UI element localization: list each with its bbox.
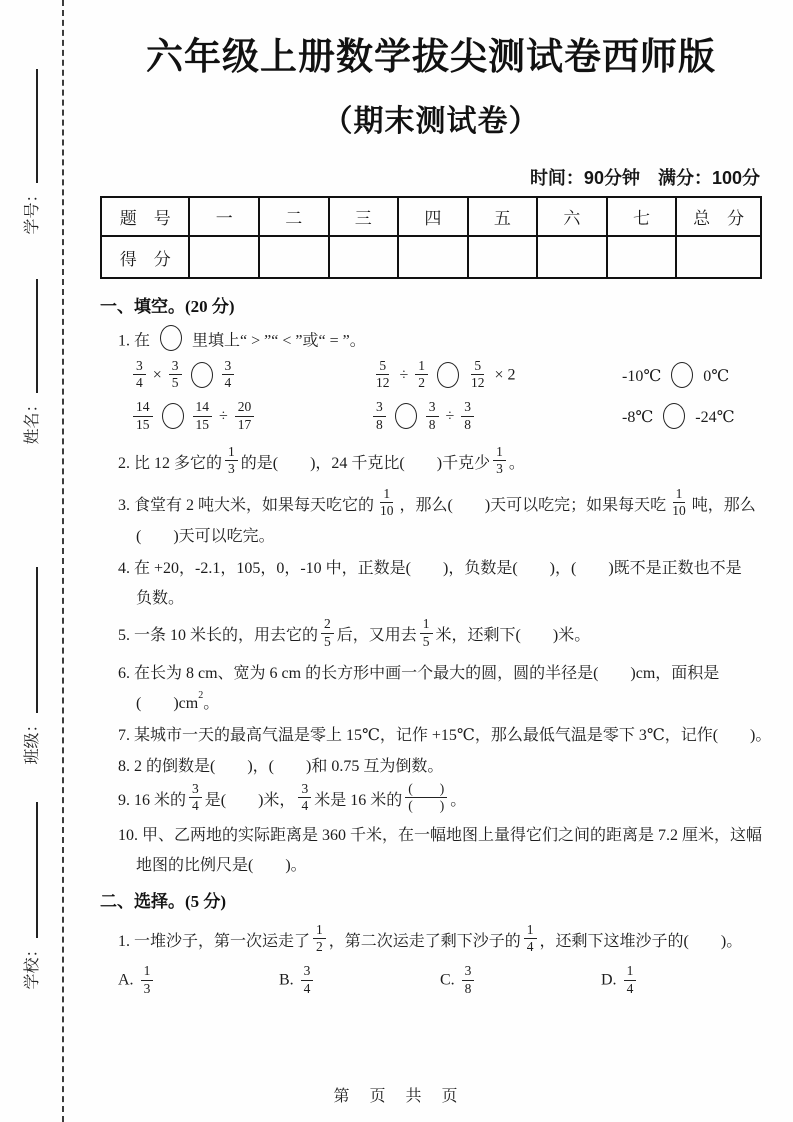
fraction <box>373 359 393 390</box>
answer-circle <box>191 362 213 388</box>
score-cell <box>259 236 329 278</box>
score-table <box>100 196 762 279</box>
fraction-numerator: 3 <box>169 359 182 375</box>
fraction <box>426 400 439 431</box>
answer-circle <box>395 403 417 429</box>
fraction-denominator: 4 <box>136 375 143 391</box>
text-run: 米，还剩下( )米。 <box>435 627 591 645</box>
fraction <box>377 487 397 518</box>
text-run: 10. 甲、乙两地的实际距离是 360 千米，在一幅地图上量得它们之间的距离是 7.2 厘米，这幅 <box>118 827 763 845</box>
fraction <box>235 400 255 431</box>
fraction-numerator: 1 <box>415 359 428 375</box>
fraction <box>405 782 447 813</box>
answer-circle <box>437 362 459 388</box>
fraction-denominator: 3 <box>228 460 235 476</box>
fraction-denominator: 12 <box>471 375 485 391</box>
score-cell <box>607 236 677 278</box>
text-run: 里填上“ > ”“ < ”或“ = ”。 <box>188 332 366 350</box>
fraction-numerator: 1 <box>141 964 154 980</box>
fraction <box>461 400 474 431</box>
text-run: × 2 <box>490 366 516 384</box>
section-fill-heading: 一、填空。(20 分) <box>100 297 235 316</box>
page-footer: 第 页 共 页 <box>333 1088 460 1105</box>
score-table-header-cell: 总 分 <box>676 197 761 236</box>
text-run: 。 <box>203 694 220 712</box>
fraction-numerator: 1 <box>624 964 637 980</box>
fraction-denominator: 8 <box>464 416 472 432</box>
text-run: ，第二次运走了剩下沙子的 <box>328 933 521 951</box>
fraction-numerator: 5 <box>376 359 389 375</box>
score-table-header-cell: 四 <box>398 197 468 236</box>
fraction-denominator: 3 <box>496 460 503 476</box>
text-run: 负数。 <box>136 590 185 608</box>
fill-q4-line2 <box>100 585 762 608</box>
fraction <box>669 487 689 518</box>
page-title: 六年级上册数学拔尖测试卷西师版 <box>146 36 716 77</box>
fraction-denominator: 5 <box>324 633 331 649</box>
fraction-numerator: 1 <box>313 923 326 939</box>
answer-circle <box>671 362 693 388</box>
fraction-numerator: 3 <box>373 400 386 416</box>
score-table-header-cell: 题 号 <box>101 197 189 236</box>
fraction-denominator: ( ) <box>408 797 445 813</box>
fraction-numerator: 3 <box>133 359 146 375</box>
answer-circle <box>663 403 685 429</box>
score-table-header-cell: 一 <box>189 197 259 236</box>
fraction-denominator: 5 <box>422 633 430 649</box>
text-run: ÷ <box>215 408 232 426</box>
comparison-item <box>370 401 622 432</box>
text-run: B. <box>279 972 298 990</box>
option-d <box>601 965 762 996</box>
text-run: 1. 一堆沙子，第一次运走了 <box>118 933 311 951</box>
fraction-denominator: 8 <box>428 416 436 432</box>
fraction-numerator: 1 <box>420 617 433 633</box>
score-cell <box>537 236 607 278</box>
school-label: 学校： <box>23 941 41 990</box>
text-run: ，还剩下这堆沙子的( )。 <box>539 933 743 951</box>
page-subtitle: （期末测试卷） <box>322 105 540 138</box>
fraction-numerator: 14 <box>133 400 153 416</box>
fill-q9 <box>100 780 762 814</box>
fraction-numerator: 5 <box>471 359 484 375</box>
fraction-denominator: 17 <box>237 416 252 432</box>
student-id-label: 学号： <box>23 186 41 235</box>
fraction-numerator: 3 <box>462 964 475 980</box>
fraction <box>301 964 314 995</box>
score-cell <box>676 236 761 278</box>
fraction-denominator: 10 <box>672 503 686 519</box>
fraction <box>462 964 475 995</box>
text-run: A. <box>118 972 138 990</box>
exam-time-score-meta: 时间：90分钟 满分：100分 <box>529 168 760 188</box>
fraction <box>420 617 433 648</box>
fraction-numerator: 20 <box>235 400 255 416</box>
score-table-score-row <box>101 236 761 278</box>
fraction-numerator: 1 <box>524 923 537 939</box>
text-run: C. <box>440 972 459 990</box>
text-run: 5. 一条 10 米长的，用去它的 <box>118 627 319 645</box>
fraction-denominator: 12 <box>376 375 390 391</box>
fill-q10-line2 <box>100 852 762 875</box>
text-run: 3. 食堂有 2 吨大米，如果每天吃它的 <box>118 497 375 515</box>
student-name-field <box>15 279 45 445</box>
comparison-item <box>130 401 370 432</box>
fill-q6-line2 <box>100 690 762 713</box>
text-run: 。 <box>450 791 467 809</box>
text-run: 是( )米， <box>204 791 296 809</box>
answer-circle <box>160 325 182 351</box>
fraction-numerator: 3 <box>426 400 439 416</box>
comparison-item <box>622 404 762 430</box>
section-choice-heading: 二、选择。(5 分) <box>100 892 227 912</box>
fraction-numerator: ( ) <box>405 782 447 798</box>
school-field <box>15 801 45 991</box>
text-run: 6. 在长为 8 cm、宽为 6 cm 的长方形中画一个最大的圆，圆的半径是( )cm，面积是 <box>118 664 720 682</box>
fraction <box>193 400 213 431</box>
score-table-header-cell: 二 <box>259 197 329 236</box>
student-id-blank-line <box>22 70 38 184</box>
score-table-header-row <box>101 197 761 236</box>
fraction-numerator: 1 <box>225 445 238 461</box>
fraction-denominator: 8 <box>464 980 472 996</box>
choice-q1-options <box>100 965 762 996</box>
fraction-numerator: 14 <box>193 400 213 416</box>
fraction-denominator: 8 <box>376 416 383 432</box>
fraction-numerator: 3 <box>189 782 202 798</box>
fraction-numerator: 3 <box>222 359 235 375</box>
fill-q6-line1 <box>100 660 762 683</box>
text-run: 7. 某城市一天的最高气温是零上 15℃，记作 +15℃，那么最低气温是零下 3℃，记作( )。 <box>118 726 772 744</box>
fill-q8 <box>100 753 762 776</box>
fraction <box>373 400 386 431</box>
fill-q2 <box>100 443 762 477</box>
text-run: × <box>148 366 166 384</box>
text-run: 8. 2 的倒数是( )，( )和 0.75 互为倒数。 <box>118 757 444 775</box>
fraction <box>169 359 182 390</box>
comparison-item <box>622 363 762 389</box>
fill-q7 <box>100 722 772 745</box>
text-run: 0℃ <box>699 367 730 385</box>
fraction <box>415 359 428 390</box>
text-run: ÷ <box>441 408 459 426</box>
fraction-denominator: 3 <box>143 980 151 996</box>
comparison-item <box>130 360 370 391</box>
comparison-item <box>370 360 622 391</box>
fraction-denominator: 4 <box>303 980 311 996</box>
fraction-numerator: 3 <box>301 964 314 980</box>
fraction-denominator: 2 <box>418 375 426 391</box>
text-run: D. <box>601 972 621 990</box>
text-run: -8℃ <box>622 409 658 427</box>
fraction-denominator: 15 <box>136 416 150 432</box>
text-run: 4. 在 +20，-2.1，105，0，-10 中，正数是( )，负数是( )，( )既不是正数也不是 <box>118 560 742 578</box>
fraction-numerator: 1 <box>380 487 393 503</box>
class-field <box>15 566 45 766</box>
fraction-denominator: 10 <box>380 503 394 519</box>
fraction <box>313 923 326 954</box>
fraction-denominator: 4 <box>626 980 634 996</box>
fill-q10-line1 <box>100 822 762 845</box>
fill-q1-row2 <box>100 401 762 432</box>
text-run: 米是 16 米的 <box>314 791 403 809</box>
fraction-denominator: 5 <box>171 375 179 391</box>
option-a <box>118 965 279 996</box>
student-name-label: 姓名： <box>23 396 41 445</box>
fraction-denominator: 4 <box>224 375 232 391</box>
fraction <box>624 964 637 995</box>
fraction <box>189 782 202 813</box>
score-cell <box>398 236 468 278</box>
text-run: 2. 比 12 多它的 <box>118 454 223 472</box>
student-id-field <box>15 69 45 235</box>
fraction-numerator: 3 <box>298 782 311 798</box>
fraction <box>222 359 235 390</box>
text-run: ( )天可以吃完。 <box>136 528 275 546</box>
fraction-numerator: 3 <box>461 400 474 416</box>
text-run: 地图的比例尺是( )。 <box>136 857 307 875</box>
choice-q1 <box>100 924 762 955</box>
fraction <box>298 782 311 813</box>
fraction-numerator: 2 <box>321 617 334 633</box>
fraction-numerator: 1 <box>493 445 506 461</box>
text-run: 9. 16 米的 <box>118 791 187 809</box>
fraction-denominator: 4 <box>301 797 309 813</box>
fill-q1-row1 <box>100 360 762 391</box>
school-blank-line <box>22 803 38 939</box>
text-run: 1. 在 <box>118 332 155 350</box>
text-run: 的是( )，24 千克比( )千克少 <box>240 454 491 472</box>
fill-q3-line2 <box>100 523 762 546</box>
text-run: -24℃ <box>691 409 735 427</box>
score-table-header-cell: 六 <box>537 197 607 236</box>
option-c <box>440 965 601 996</box>
text-run: ，那么( )天可以吃完；如果每天吃 <box>399 497 667 515</box>
option-b <box>279 965 440 996</box>
fraction-denominator: 4 <box>526 939 534 955</box>
score-cell <box>329 236 399 278</box>
fraction-denominator: 4 <box>192 797 199 813</box>
class-blank-line <box>22 568 38 714</box>
text-run: ( )cm <box>136 694 199 712</box>
text-run: ÷ <box>395 366 413 384</box>
score-row-label: 得 分 <box>101 236 189 278</box>
score-table-header-cell: 三 <box>329 197 399 236</box>
fraction <box>493 445 506 476</box>
superscript: 2 <box>198 689 204 701</box>
fraction <box>133 359 146 390</box>
text-run: -10℃ <box>622 367 666 385</box>
score-cell <box>468 236 538 278</box>
score-table-header-cell: 五 <box>468 197 538 236</box>
fraction <box>321 617 334 648</box>
fill-q1-intro <box>100 326 762 352</box>
fraction <box>133 400 153 431</box>
answer-circle <box>162 403 184 429</box>
text-run: 后，又用去 <box>336 627 417 645</box>
fraction <box>468 359 488 390</box>
cut-dashed-line <box>62 0 64 1122</box>
fraction <box>141 964 154 995</box>
score-cell <box>189 236 259 278</box>
fill-q5 <box>100 618 762 649</box>
fraction-numerator: 1 <box>673 487 686 503</box>
class-label: 班级： <box>23 716 41 765</box>
fraction <box>225 445 238 476</box>
student-name-blank-line <box>22 280 38 394</box>
fraction-denominator: 15 <box>195 416 209 432</box>
text-run: 吨，那么 <box>691 497 756 515</box>
fraction <box>524 923 537 954</box>
exam-content <box>100 0 772 997</box>
fraction-denominator: 2 <box>316 939 323 955</box>
fill-q4-line1 <box>100 555 762 578</box>
text-run: 。 <box>508 454 525 472</box>
fill-q3-line1 <box>100 488 762 519</box>
score-table-header-cell: 七 <box>607 197 677 236</box>
